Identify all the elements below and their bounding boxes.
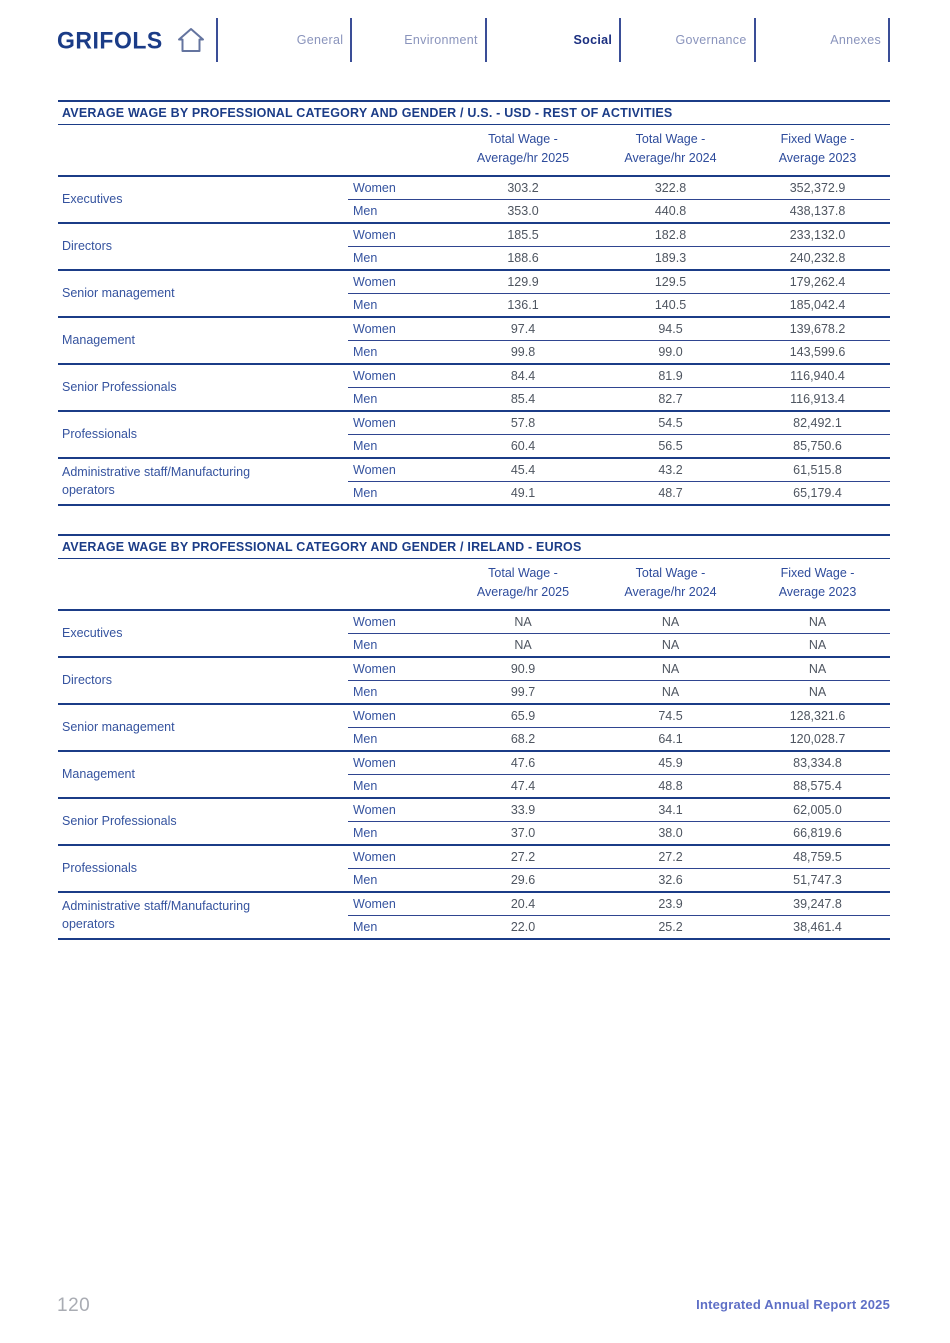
wage-value: 182.8 — [596, 223, 745, 247]
table-row-women — [58, 317, 890, 341]
wage-value: 90.9 — [450, 657, 596, 681]
wage-value: 82.7 — [596, 387, 745, 411]
gender-label: Women — [348, 458, 450, 482]
wage-value: 129.9 — [450, 270, 596, 294]
report-title: Integrated Annual Report 2025 — [696, 1297, 890, 1312]
wage-value: 233,132.0 — [745, 223, 890, 247]
nav-item-governance[interactable]: Governance — [621, 18, 755, 62]
gender-label: Men — [348, 481, 450, 505]
top-navigation-bar — [57, 18, 890, 62]
wage-value: 64.1 — [596, 727, 745, 751]
gender-label: Men — [348, 293, 450, 317]
wage-value: 65.9 — [450, 704, 596, 728]
wage-value: 438,137.8 — [745, 199, 890, 223]
gender-label: Men — [348, 246, 450, 270]
wage-value: 65,179.4 — [745, 481, 890, 505]
gender-label: Men — [348, 387, 450, 411]
column-header-total-wage-2025 — [450, 125, 596, 176]
table-title: AVERAGE WAGE BY PROFESSIONAL CATEGORY AND GENDER / IRELAND - EUROS — [58, 534, 890, 559]
table-row-women — [58, 845, 890, 869]
wage-value: 84.4 — [450, 364, 596, 388]
table-body — [58, 610, 890, 939]
category-label: Directors — [58, 223, 348, 270]
category-label: Management — [58, 317, 348, 364]
wage-value: 352,372.9 — [745, 176, 890, 200]
gender-label: Men — [348, 915, 450, 939]
column-header-line: Fixed Wage - — [780, 132, 855, 146]
column-header-fixed-wage-2023 — [745, 559, 890, 610]
page-content — [58, 100, 890, 940]
wage-value: 143,599.6 — [745, 340, 890, 364]
wage-value: 23.9 — [596, 892, 745, 916]
category-label: Administrative staff/Manufacturing operators — [58, 458, 348, 505]
wage-value: 38.0 — [596, 821, 745, 845]
table-row-women — [58, 223, 890, 247]
wage-value: 47.6 — [450, 751, 596, 775]
wage-value: 139,678.2 — [745, 317, 890, 341]
category-label: Directors — [58, 657, 348, 704]
gender-label: Men — [348, 774, 450, 798]
wage-value: 47.4 — [450, 774, 596, 798]
wage-value: 136.1 — [450, 293, 596, 317]
wage-value: 189.3 — [596, 246, 745, 270]
wage-value: 22.0 — [450, 915, 596, 939]
category-label: Senior management — [58, 704, 348, 751]
wage-value: NA — [596, 657, 745, 681]
category-label: Senior management — [58, 270, 348, 317]
gender-label: Women — [348, 704, 450, 728]
table-row-women — [58, 610, 890, 634]
column-header-line: Average/hr 2024 — [624, 585, 717, 600]
wage-value: 440.8 — [596, 199, 745, 223]
category-label: Executives — [58, 610, 348, 657]
column-header-total-wage-2025 — [450, 559, 596, 610]
wage-value: NA — [745, 657, 890, 681]
wage-value: 60.4 — [450, 434, 596, 458]
gender-label: Men — [348, 727, 450, 751]
wage-value: 45.4 — [450, 458, 596, 482]
category-label: Professionals — [58, 845, 348, 892]
wage-value: NA — [596, 610, 745, 634]
wage-value: 85.4 — [450, 387, 596, 411]
table-row-women — [58, 657, 890, 681]
wage-value: 353.0 — [450, 199, 596, 223]
column-header-total-wage-2024 — [596, 125, 745, 176]
nav-item-general[interactable]: General — [218, 18, 352, 62]
wage-value: 322.8 — [596, 176, 745, 200]
gender-label: Women — [348, 751, 450, 775]
gender-label: Women — [348, 270, 450, 294]
wage-value: 116,940.4 — [745, 364, 890, 388]
wage-value: 37.0 — [450, 821, 596, 845]
column-header-line: Average/hr 2025 — [476, 585, 570, 600]
wage-value: 57.8 — [450, 411, 596, 435]
nav-item-social[interactable]: Social — [487, 18, 621, 62]
wage-value: 140.5 — [596, 293, 745, 317]
gender-label: Women — [348, 317, 450, 341]
category-label: Executives — [58, 176, 348, 223]
column-header-line: Total Wage - — [635, 565, 706, 580]
column-header-line: Total Wage - — [635, 132, 706, 146]
table-us-rest-of-activities — [58, 100, 890, 506]
wage-value: 29.6 — [450, 868, 596, 892]
wage-value: NA — [450, 633, 596, 657]
wage-value: 97.4 — [450, 317, 596, 341]
gender-label: Women — [348, 364, 450, 388]
home-icon[interactable] — [176, 25, 206, 55]
wage-value: 66,819.6 — [745, 821, 890, 845]
gender-label: Women — [348, 798, 450, 822]
wage-value: 33.9 — [450, 798, 596, 822]
wage-value: 179,262.4 — [745, 270, 890, 294]
gender-label: Women — [348, 610, 450, 634]
gender-label: Women — [348, 223, 450, 247]
wage-value: 48.8 — [596, 774, 745, 798]
table-row-women — [58, 176, 890, 200]
column-header-line: Total Wage - — [488, 565, 558, 580]
column-header-line: Fixed Wage - — [780, 565, 855, 580]
table-row-women — [58, 270, 890, 294]
wage-value: 20.4 — [450, 892, 596, 916]
wage-value: 99.0 — [596, 340, 745, 364]
table-ireland-euros — [58, 534, 890, 940]
wage-value: 188.6 — [450, 246, 596, 270]
wage-value: 94.5 — [596, 317, 745, 341]
wage-value: 39,247.8 — [745, 892, 890, 916]
wage-value: 303.2 — [450, 176, 596, 200]
table-body — [58, 176, 890, 505]
category-label: Management — [58, 751, 348, 798]
gender-label: Men — [348, 199, 450, 223]
wage-value: 85,750.6 — [745, 434, 890, 458]
gender-label: Women — [348, 411, 450, 435]
category-label: Administrative staff/Manufacturing operators — [58, 892, 348, 939]
wage-value: NA — [745, 633, 890, 657]
table-row-women — [58, 892, 890, 916]
wage-value: 99.7 — [450, 680, 596, 704]
column-header-line: Average 2023 — [778, 585, 857, 600]
wage-value: 240,232.8 — [745, 246, 890, 270]
wage-table — [58, 125, 890, 506]
category-label: Senior Professionals — [58, 364, 348, 411]
wage-value: 48,759.5 — [745, 845, 890, 869]
wage-value: 49.1 — [450, 481, 596, 505]
wage-value: 62,005.0 — [745, 798, 890, 822]
gender-label: Men — [348, 633, 450, 657]
table-row-women — [58, 798, 890, 822]
nav-item-environment[interactable]: Environment — [352, 18, 486, 62]
column-header-fixed-wage-2023 — [745, 125, 890, 176]
wage-value: 83,334.8 — [745, 751, 890, 775]
column-header-empty — [58, 559, 348, 610]
table-header-row — [58, 125, 890, 176]
wage-value: 51,747.3 — [745, 868, 890, 892]
column-header-total-wage-2024 — [596, 559, 745, 610]
table-row-women — [58, 704, 890, 728]
table-row-women — [58, 751, 890, 775]
table-header-row — [58, 559, 890, 610]
wage-value: NA — [745, 610, 890, 634]
wage-value: 25.2 — [596, 915, 745, 939]
wage-value: 34.1 — [596, 798, 745, 822]
wage-value: 54.5 — [596, 411, 745, 435]
wage-value: 38,461.4 — [745, 915, 890, 939]
table-title: AVERAGE WAGE BY PROFESSIONAL CATEGORY AND GENDER / U.S. - USD - REST OF ACTIVITIES — [58, 100, 890, 125]
column-header-line: Average/hr 2025 — [476, 151, 570, 166]
wage-value: 88,575.4 — [745, 774, 890, 798]
wage-value: 185.5 — [450, 223, 596, 247]
page-number: 120 — [57, 1295, 91, 1316]
column-header-line: Average 2023 — [778, 151, 857, 166]
gender-label: Women — [348, 892, 450, 916]
wage-value: 27.2 — [450, 845, 596, 869]
wage-value: 120,028.7 — [745, 727, 890, 751]
wage-value: 32.6 — [596, 868, 745, 892]
wage-value: 68.2 — [450, 727, 596, 751]
wage-value: NA — [596, 680, 745, 704]
wage-value: 185,042.4 — [745, 293, 890, 317]
column-header-empty — [348, 125, 450, 176]
wage-value: 99.8 — [450, 340, 596, 364]
wage-table — [58, 559, 890, 940]
gender-label: Women — [348, 176, 450, 200]
table-row-women — [58, 364, 890, 388]
table-row-women — [58, 411, 890, 435]
gender-label: Men — [348, 340, 450, 364]
wage-value: 74.5 — [596, 704, 745, 728]
category-label: Professionals — [58, 411, 348, 458]
gender-label: Women — [348, 657, 450, 681]
column-header-line: Average/hr 2024 — [624, 151, 717, 166]
category-label: Senior Professionals — [58, 798, 348, 845]
wage-value: 27.2 — [596, 845, 745, 869]
wage-value: NA — [745, 680, 890, 704]
wage-value: 81.9 — [596, 364, 745, 388]
wage-value: 129.5 — [596, 270, 745, 294]
column-header-line: Total Wage - — [488, 132, 558, 146]
wage-value: NA — [596, 633, 745, 657]
column-header-empty — [58, 125, 348, 176]
gender-label: Men — [348, 821, 450, 845]
gender-label: Men — [348, 868, 450, 892]
wage-value: 48.7 — [596, 481, 745, 505]
wage-value: 61,515.8 — [745, 458, 890, 482]
wage-value: NA — [450, 610, 596, 634]
gender-label: Men — [348, 680, 450, 704]
table-row-women — [58, 458, 890, 482]
logo-cell — [57, 18, 163, 62]
column-header-empty — [348, 559, 450, 610]
grifols-logo[interactable]: GRIFOLS — [57, 25, 163, 54]
wage-value: 82,492.1 — [745, 411, 890, 435]
gender-label: Women — [348, 845, 450, 869]
gender-label: Men — [348, 434, 450, 458]
wage-value: 56.5 — [596, 434, 745, 458]
wage-value: 128,321.6 — [745, 704, 890, 728]
nav-item-annexes[interactable]: Annexes — [756, 18, 890, 62]
wage-value: 43.2 — [596, 458, 745, 482]
wage-value: 45.9 — [596, 751, 745, 775]
wage-value: 116,913.4 — [745, 387, 890, 411]
